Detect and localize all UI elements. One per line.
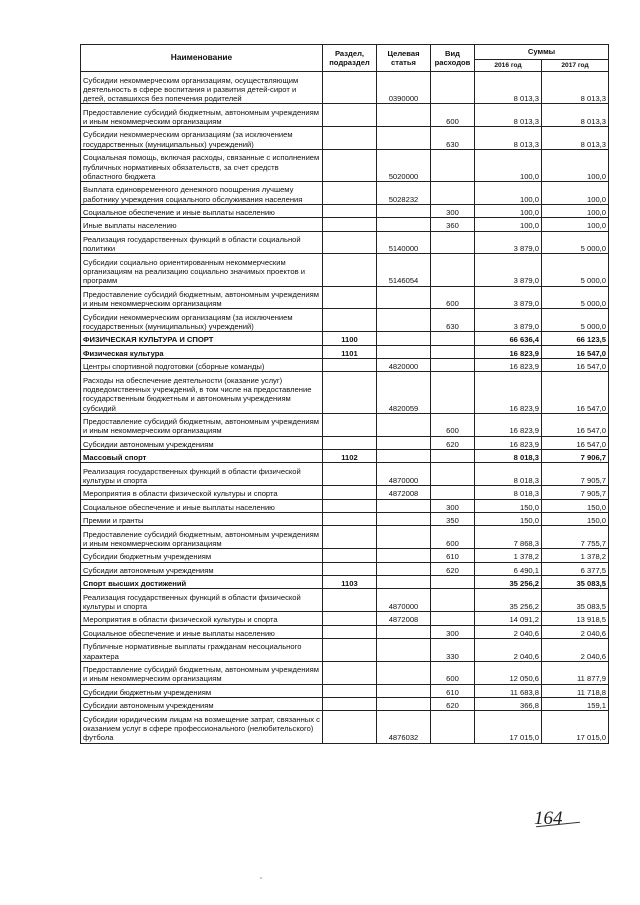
- cell-name: Мероприятия в области физической культуры и спорта: [81, 486, 323, 499]
- cell-type: 600: [431, 413, 475, 436]
- cell-section: [323, 254, 377, 286]
- cell-name: Социальная помощь, включая расходы, связанные с исполнением публичных нормативных обязательств, за счет средств областного бюджета: [81, 149, 323, 181]
- cell-target: 4870000: [377, 589, 431, 612]
- cell-sum-2017: 16 547,0: [542, 413, 609, 436]
- cell-type: [431, 72, 475, 104]
- cell-sum-2017: 5 000,0: [542, 254, 609, 286]
- cell-name: Субсидии социально ориентированным некоммерческим организациям на реализацию социально значимых проектов и программ: [81, 254, 323, 286]
- cell-sum-2016: 16 823,9: [475, 345, 542, 358]
- cell-type: [431, 711, 475, 743]
- cell-type: 620: [431, 436, 475, 449]
- cell-section: [323, 372, 377, 414]
- cell-name: Социальное обеспечение и иные выплаты населению: [81, 204, 323, 217]
- cell-target: [377, 218, 431, 231]
- cell-section: [323, 181, 377, 204]
- cell-sum-2016: 3 879,0: [475, 286, 542, 309]
- cell-section: [323, 358, 377, 371]
- cell-sum-2016: 150,0: [475, 513, 542, 526]
- cell-sum-2017: 100,0: [542, 149, 609, 181]
- table-row: [81, 562, 609, 575]
- cell-name: Субсидии бюджетным учреждениям: [81, 549, 323, 562]
- cell-sum-2016: 6 490,1: [475, 562, 542, 575]
- table-row: [81, 413, 609, 436]
- cell-type: [431, 612, 475, 625]
- table-row: [81, 661, 609, 684]
- table-row: [81, 684, 609, 697]
- cell-name: Иные выплаты населению: [81, 218, 323, 231]
- cell-sum-2016: 100,0: [475, 204, 542, 217]
- table-row: [81, 181, 609, 204]
- cell-type: [431, 486, 475, 499]
- cell-section: [323, 549, 377, 562]
- cell-target: 4872008: [377, 486, 431, 499]
- cell-name: Субсидии автономным учреждениям: [81, 436, 323, 449]
- cell-name: Субсидии бюджетным учреждениям: [81, 684, 323, 697]
- cell-sum-2016: 35 256,2: [475, 576, 542, 589]
- cell-section: 1101: [323, 345, 377, 358]
- cell-sum-2017: 100,0: [542, 181, 609, 204]
- cell-sum-2017: 5 000,0: [542, 309, 609, 332]
- table-row: [81, 549, 609, 562]
- cell-sum-2017: 7 755,7: [542, 526, 609, 549]
- cell-sum-2017: 100,0: [542, 204, 609, 217]
- cell-section: [323, 126, 377, 149]
- cell-target: 4870000: [377, 463, 431, 486]
- cell-section: [323, 499, 377, 512]
- cell-sum-2017: 8 013,3: [542, 104, 609, 127]
- budget-table: [80, 44, 609, 744]
- cell-name: Мероприятия в области физической культуры и спорта: [81, 612, 323, 625]
- cell-type: 630: [431, 309, 475, 332]
- cell-type: 620: [431, 697, 475, 710]
- cell-sum-2017: 11 877,9: [542, 661, 609, 684]
- table-row: [81, 463, 609, 486]
- cell-type: 300: [431, 499, 475, 512]
- cell-sum-2016: 1 378,2: [475, 549, 542, 562]
- cell-type: 600: [431, 286, 475, 309]
- cell-section: [323, 486, 377, 499]
- cell-target: [377, 413, 431, 436]
- header-section: Раздел, подраздел: [323, 45, 377, 72]
- cell-sum-2016: 8 018,3: [475, 486, 542, 499]
- table-row: [81, 576, 609, 589]
- cell-type: 630: [431, 126, 475, 149]
- cell-section: [323, 612, 377, 625]
- table-row: [81, 358, 609, 371]
- cell-sum-2017: 159,1: [542, 697, 609, 710]
- cell-target: 5020000: [377, 149, 431, 181]
- table-row: [81, 372, 609, 414]
- table-row: [81, 638, 609, 661]
- cell-sum-2016: 150,0: [475, 499, 542, 512]
- table-row: [81, 697, 609, 710]
- cell-name: Реализация государственных функций в области физической культуры и спорта: [81, 463, 323, 486]
- cell-section: [323, 204, 377, 217]
- table-row: [81, 218, 609, 231]
- cell-name: Субсидии юридическим лицам на возмещение затрат, связанных с оказанием услуг в сфере профессионального (нелюбительского) футбола: [81, 711, 323, 743]
- cell-sum-2016: 8 013,3: [475, 104, 542, 127]
- cell-target: [377, 526, 431, 549]
- cell-section: [323, 697, 377, 710]
- cell-section: [323, 72, 377, 104]
- cell-type: [431, 372, 475, 414]
- cell-name: Физическая культура: [81, 345, 323, 358]
- cell-type: [431, 345, 475, 358]
- cell-sum-2017: 16 547,0: [542, 358, 609, 371]
- table-body: [81, 72, 609, 744]
- header-sums: Суммы: [475, 45, 609, 60]
- cell-sum-2016: 8 018,3: [475, 463, 542, 486]
- table-row: [81, 149, 609, 181]
- cell-name: Субсидии автономным учреждениям: [81, 562, 323, 575]
- cell-type: 600: [431, 526, 475, 549]
- cell-section: [323, 562, 377, 575]
- cell-target: 4872008: [377, 612, 431, 625]
- cell-target: [377, 513, 431, 526]
- cell-type: [431, 450, 475, 463]
- cell-sum-2016: 100,0: [475, 149, 542, 181]
- cell-sum-2016: 2 040,6: [475, 625, 542, 638]
- cell-sum-2017: 1 378,2: [542, 549, 609, 562]
- cell-sum-2017: 11 718,8: [542, 684, 609, 697]
- cell-type: 350: [431, 513, 475, 526]
- table-row: [81, 450, 609, 463]
- cell-sum-2016: 16 823,9: [475, 413, 542, 436]
- cell-target: 5028232: [377, 181, 431, 204]
- cell-target: [377, 286, 431, 309]
- cell-sum-2017: 16 547,0: [542, 372, 609, 414]
- cell-type: 610: [431, 684, 475, 697]
- cell-section: [323, 286, 377, 309]
- cell-type: 330: [431, 638, 475, 661]
- cell-sum-2016: 11 683,8: [475, 684, 542, 697]
- cell-section: [323, 513, 377, 526]
- cell-sum-2016: 12 050,6: [475, 661, 542, 684]
- cell-sum-2016: 14 091,2: [475, 612, 542, 625]
- table-row: [81, 72, 609, 104]
- cell-target: [377, 576, 431, 589]
- cell-name: ФИЗИЧЕСКАЯ КУЛЬТУРА И СПОРТ: [81, 332, 323, 345]
- cell-sum-2016: 100,0: [475, 181, 542, 204]
- cell-sum-2017: 6 377,5: [542, 562, 609, 575]
- cell-sum-2016: 8 018,3: [475, 450, 542, 463]
- cell-section: 1100: [323, 332, 377, 345]
- cell-sum-2017: 8 013,3: [542, 126, 609, 149]
- cell-sum-2016: 17 015,0: [475, 711, 542, 743]
- cell-sum-2016: 35 256,2: [475, 589, 542, 612]
- cell-sum-2017: 7 905,7: [542, 463, 609, 486]
- cell-sum-2016: 8 013,3: [475, 126, 542, 149]
- cell-sum-2017: 17 015,0: [542, 711, 609, 743]
- cell-sum-2016: 3 879,0: [475, 231, 542, 254]
- cell-target: [377, 697, 431, 710]
- cell-target: 0390000: [377, 72, 431, 104]
- cell-sum-2017: 100,0: [542, 218, 609, 231]
- cell-type: [431, 254, 475, 286]
- table-row: [81, 309, 609, 332]
- cell-target: [377, 549, 431, 562]
- cell-section: [323, 625, 377, 638]
- cell-section: [323, 149, 377, 181]
- cell-target: [377, 562, 431, 575]
- cell-target: [377, 204, 431, 217]
- cell-sum-2017: 150,0: [542, 513, 609, 526]
- table-row: [81, 486, 609, 499]
- cell-section: [323, 661, 377, 684]
- table-row: [81, 625, 609, 638]
- cell-sum-2017: 150,0: [542, 499, 609, 512]
- cell-name: Предоставление субсидий бюджетным, автономным учреждениям и иным некоммерческим организациям: [81, 413, 323, 436]
- cell-type: 360: [431, 218, 475, 231]
- cell-type: [431, 576, 475, 589]
- cell-name: Субсидии некоммерческим организациям (за исключением государственных (муниципальных) учреждений): [81, 126, 323, 149]
- table-row: [81, 286, 609, 309]
- cell-sum-2017: 5 000,0: [542, 286, 609, 309]
- cell-sum-2017: 2 040,6: [542, 625, 609, 638]
- table-row: [81, 254, 609, 286]
- page-number: 164: [534, 808, 563, 829]
- cell-type: [431, 332, 475, 345]
- cell-sum-2017: 16 547,0: [542, 345, 609, 358]
- cell-section: [323, 413, 377, 436]
- header-year-2016: 2016 год: [475, 60, 542, 72]
- cell-sum-2016: 8 013,3: [475, 72, 542, 104]
- cell-name: Публичные нормативные выплаты гражданам несоциального характера: [81, 638, 323, 661]
- cell-section: [323, 309, 377, 332]
- cell-section: [323, 711, 377, 743]
- table-row: [81, 436, 609, 449]
- cell-sum-2016: 2 040,6: [475, 638, 542, 661]
- cell-target: [377, 684, 431, 697]
- cell-type: [431, 589, 475, 612]
- cell-sum-2017: 2 040,6: [542, 638, 609, 661]
- cell-section: [323, 638, 377, 661]
- cell-section: [323, 231, 377, 254]
- cell-section: [323, 436, 377, 449]
- cell-name: Реализация государственных функций в области физической культуры и спорта: [81, 589, 323, 612]
- cell-sum-2017: 35 083,5: [542, 576, 609, 589]
- cell-type: [431, 463, 475, 486]
- cell-target: [377, 309, 431, 332]
- cell-target: [377, 499, 431, 512]
- cell-name: Выплата единовременного денежного поощрения лучшему работнику учреждения социального обслуживания населения: [81, 181, 323, 204]
- cell-sum-2017: 13 918,5: [542, 612, 609, 625]
- cell-type: [431, 149, 475, 181]
- cell-target: [377, 345, 431, 358]
- cell-sum-2016: 7 868,3: [475, 526, 542, 549]
- cell-sum-2016: 366,8: [475, 697, 542, 710]
- cell-sum-2017: 66 123,5: [542, 332, 609, 345]
- header-type: Вид расходов: [431, 45, 475, 72]
- table-row: [81, 332, 609, 345]
- cell-section: [323, 526, 377, 549]
- cell-sum-2017: 5 000,0: [542, 231, 609, 254]
- cell-name: Предоставление субсидий бюджетным, автономным учреждениям и иным некоммерческим организациям: [81, 104, 323, 127]
- cell-section: [323, 104, 377, 127]
- cell-sum-2016: 16 823,9: [475, 372, 542, 414]
- cell-name: Массовый спорт: [81, 450, 323, 463]
- table-row: [81, 589, 609, 612]
- cell-target: 4820059: [377, 372, 431, 414]
- cell-sum-2017: 7 905,7: [542, 486, 609, 499]
- cell-sum-2016: 66 636,4: [475, 332, 542, 345]
- cell-sum-2017: 16 547,0: [542, 436, 609, 449]
- table-row: [81, 104, 609, 127]
- cell-name: Социальное обеспечение и иные выплаты населению: [81, 625, 323, 638]
- cell-sum-2016: 16 823,9: [475, 358, 542, 371]
- cell-section: [323, 684, 377, 697]
- cell-sum-2016: 3 879,0: [475, 309, 542, 332]
- cell-name: Субсидии автономным учреждениям: [81, 697, 323, 710]
- cell-target: [377, 126, 431, 149]
- cell-target: [377, 638, 431, 661]
- cell-sum-2016: 100,0: [475, 218, 542, 231]
- cell-section: 1102: [323, 450, 377, 463]
- cell-type: 610: [431, 549, 475, 562]
- cell-target: [377, 661, 431, 684]
- table-row: [81, 711, 609, 743]
- table-row: [81, 126, 609, 149]
- table-row: [81, 612, 609, 625]
- cell-type: 600: [431, 104, 475, 127]
- cell-target: 4876032: [377, 711, 431, 743]
- cell-name: Предоставление субсидий бюджетным, автономным учреждениям и иным некоммерческим организациям: [81, 661, 323, 684]
- cell-name: Предоставление субсидий бюджетным, автономным учреждениям и иным некоммерческим организациям: [81, 526, 323, 549]
- header-year-2017: 2017 год: [542, 60, 609, 72]
- cell-target: [377, 450, 431, 463]
- cell-section: [323, 463, 377, 486]
- cell-target: 5140000: [377, 231, 431, 254]
- cell-name: Социальное обеспечение и иные выплаты населению: [81, 499, 323, 512]
- cell-type: [431, 181, 475, 204]
- cell-target: [377, 104, 431, 127]
- cell-sum-2017: 7 906,7: [542, 450, 609, 463]
- cell-type: [431, 358, 475, 371]
- cell-target: [377, 625, 431, 638]
- table-row: [81, 345, 609, 358]
- cell-name: Субсидии некоммерческим организациям (за исключением государственных (муниципальных) учреждений): [81, 309, 323, 332]
- cell-section: [323, 218, 377, 231]
- cell-target: [377, 332, 431, 345]
- cell-name: Расходы на обеспечение деятельности (оказание услуг) подведомственных учреждений, в том числе на предоставление государственным бюджетным и автономным учреждениям субсидий: [81, 372, 323, 414]
- cell-sum-2016: 16 823,9: [475, 436, 542, 449]
- cell-type: 620: [431, 562, 475, 575]
- cell-name: Субсидии некоммерческим организациям, осуществляющим деятельность в сфере воспитания и развития детей-сирот и детей, оставшихся без попечения родителей: [81, 72, 323, 104]
- cell-sum-2017: 8 013,3: [542, 72, 609, 104]
- table-row: [81, 513, 609, 526]
- header-target: Целевая статья: [377, 45, 431, 72]
- table-row: [81, 526, 609, 549]
- cell-name: Премии и гранты: [81, 513, 323, 526]
- cell-sum-2016: 3 879,0: [475, 254, 542, 286]
- cell-type: 600: [431, 661, 475, 684]
- table-row: [81, 204, 609, 217]
- cell-target: [377, 436, 431, 449]
- header-name: Наименование: [81, 45, 323, 72]
- cell-name: Центры спортивной подготовки (сборные команды): [81, 358, 323, 371]
- table-row: [81, 499, 609, 512]
- cell-name: Предоставление субсидий бюджетным, автономным учреждениям и иным некоммерческим организациям: [81, 286, 323, 309]
- scan-speck: [260, 877, 262, 879]
- cell-target: 5146054: [377, 254, 431, 286]
- cell-type: 300: [431, 204, 475, 217]
- cell-section: [323, 589, 377, 612]
- budget-table-page: [80, 44, 608, 744]
- cell-type: [431, 231, 475, 254]
- cell-sum-2017: 35 083,5: [542, 589, 609, 612]
- cell-name: Спорт высших достижений: [81, 576, 323, 589]
- cell-section: 1103: [323, 576, 377, 589]
- table-row: [81, 231, 609, 254]
- cell-target: 4820000: [377, 358, 431, 371]
- cell-type: 300: [431, 625, 475, 638]
- cell-name: Реализация государственных функций в области социальной политики: [81, 231, 323, 254]
